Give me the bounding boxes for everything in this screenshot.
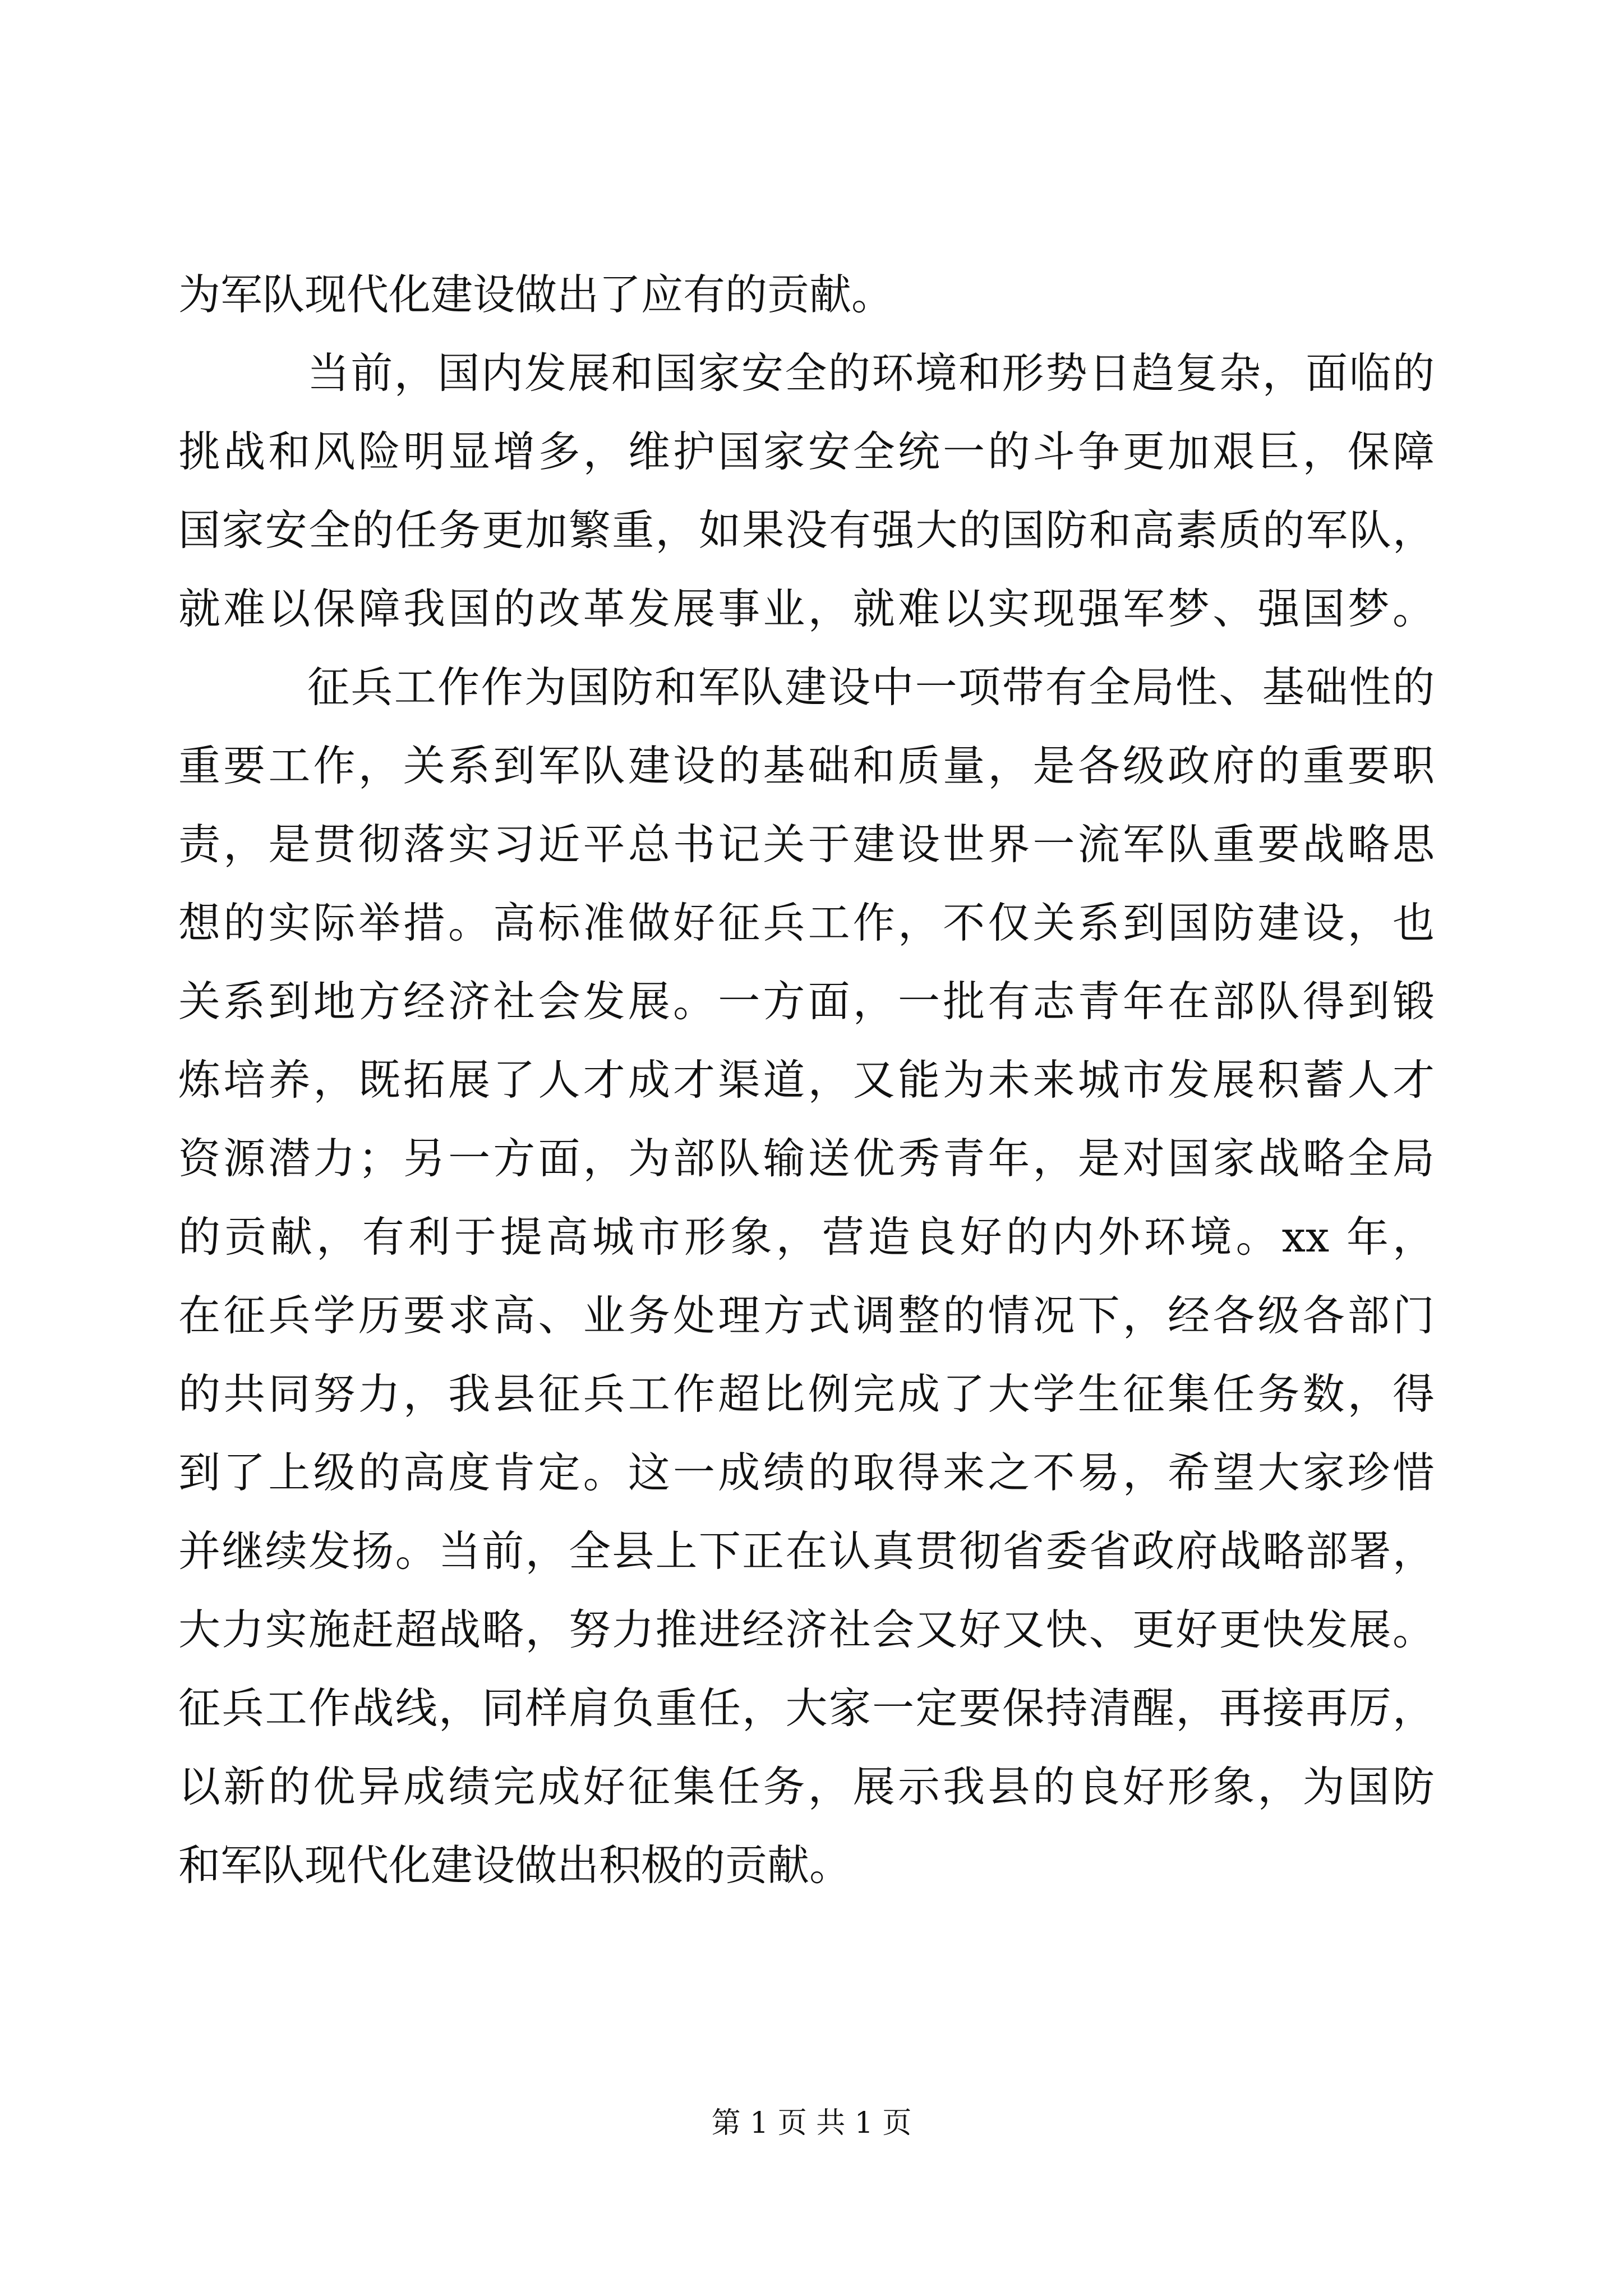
page-number: 第 1 页 共 1 页: [711, 2106, 912, 2140]
text-line: 征兵工作作为国防和军队建设中一项带有全局性、基础性的: [307, 662, 1435, 712]
text-line: 的贡献，有利于提高城市形象，营造良好的内外环境。xx 年，: [178, 1212, 1435, 1262]
text-line: 资源潜力；另一方面，为部队输送优秀青年，是对国家战略全局: [178, 1134, 1435, 1183]
text-line: 大力实施赶超战略，努力推进经济社会又好又快、更好更快发展。: [178, 1605, 1435, 1654]
text-line: 到了上级的高度肯定。这一成绩的取得来之不易，希望大家珍惜: [178, 1448, 1435, 1497]
text-line: 关系到地方经济社会发展。一方面，一批有志青年在部队得到锻: [178, 977, 1435, 1026]
text-line: 重要工作，关系到军队建设的基础和质量，是各级政府的重要职: [178, 741, 1435, 790]
document-body: [178, 255, 1435, 1904]
text-line: 以新的优异成绩完成好征集任务，展示我县的良好形象，为国防: [178, 1762, 1435, 1811]
text-line: 征兵工作战线，同样肩负重任，大家一定要保持清醒，再接再厉，: [178, 1683, 1435, 1733]
text-line: 国家安全的任务更加繁重，如果没有强大的国防和高素质的军队，: [178, 505, 1435, 555]
text-line: 和军队现代化建设做出积极的贡献。: [178, 1841, 852, 1890]
text-line: 的共同努力，我县征兵工作超比例完成了大学生征集任务数，得: [178, 1369, 1435, 1419]
text-line: 在征兵学历要求高、业务处理方式调整的情况下，经各级各部门: [178, 1291, 1435, 1340]
text-line: 就难以保障我国的改革发展事业，就难以实现强军梦、强国梦。: [178, 584, 1435, 633]
text-line: 并继续发扬。当前，全县上下正在认真贯彻省委省政府战略部署，: [178, 1526, 1435, 1576]
text-line: 挑战和风险明显增多，维护国家安全统一的斗争更加艰巨，保障: [178, 427, 1435, 476]
text-line: 责，是贯彻落实习近平总书记关于建设世界一流军队重要战略思: [178, 820, 1435, 869]
text-line: 想的实际举措。高标准做好征兵工作，不仅关系到国防建设，也: [178, 898, 1435, 947]
text-line: 当前，国内发展和国家安全的环境和形势日趋复杂，面临的: [307, 348, 1435, 398]
text-line: 炼培养，既拓展了人才成才渠道，又能为未来城市发展积蓄人才: [178, 1055, 1435, 1105]
text-line: 为军队现代化建设做出了应有的贡献。: [178, 270, 894, 319]
